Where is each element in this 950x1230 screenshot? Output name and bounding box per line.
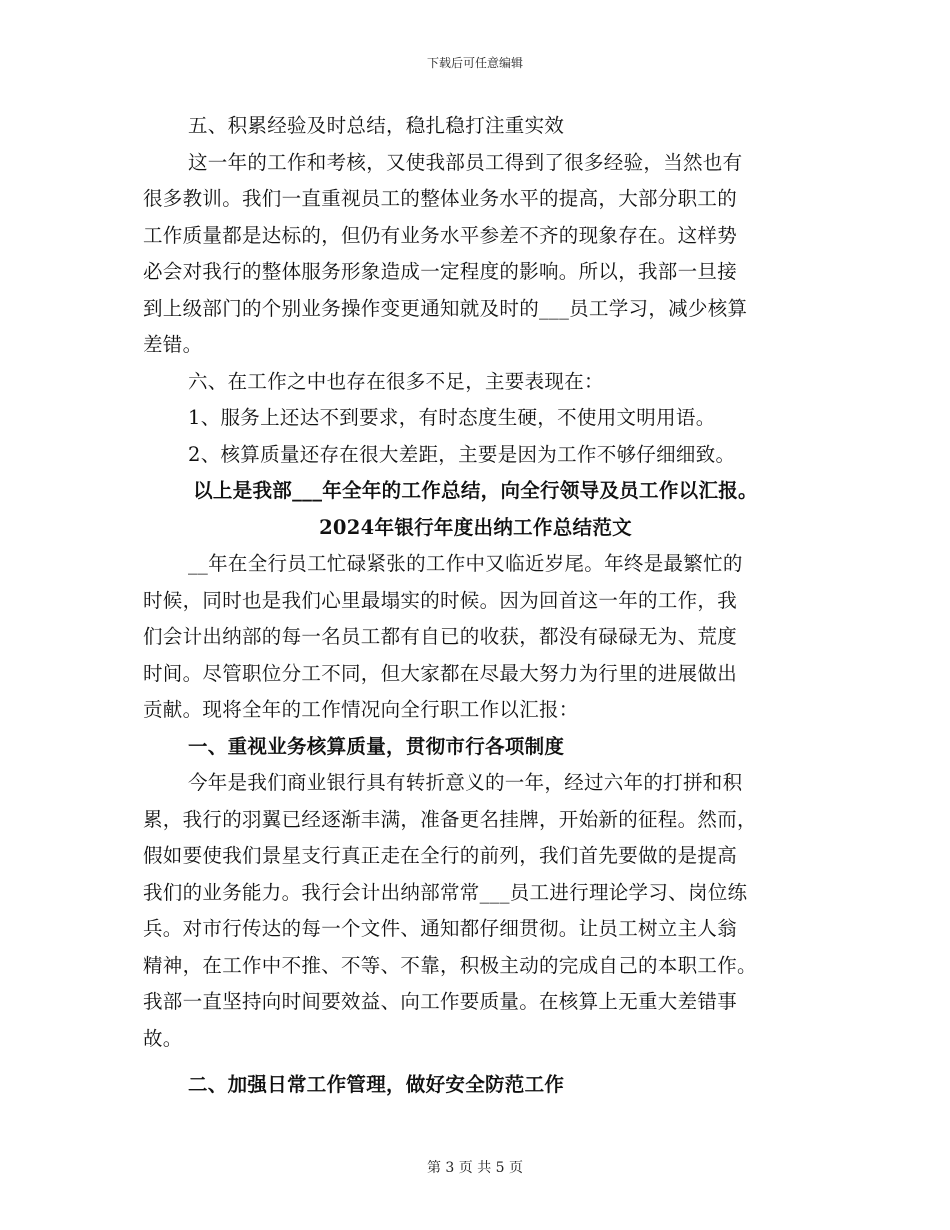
paragraph-line: 我部一直坚持向时间要效益、向工作要质量。在核算上无重大差错事 — [143, 990, 738, 1013]
paragraph-line: 时间。尽管职位分工不同，但大家都在尽最大努力为行里的进展做出 — [143, 661, 738, 685]
paragraph-line: 这一年的工作和考核，又使我部员工得到了很多经验，当然也有 — [188, 150, 743, 174]
paragraph-line: 工作质量都是达标的，但仍有业务水平参差不齐的现象存在。这样势 — [143, 223, 738, 247]
paragraph-line: 时候，同时也是我们心里最塌实的时候。因为回首这一年的工作，我 — [143, 588, 738, 612]
paragraph-line: 故。 — [143, 1026, 183, 1050]
paragraph-line: 假如要使我们景星支行真正走在全行的前列，我们首先要做的是提高 — [143, 844, 738, 867]
paragraph-line: 必会对我行的整体服务形象造成一定程度的影响。所以，我部一旦接 — [143, 260, 738, 283]
closing-statement: 以上是我部___年全年的工作总结，向全行领导及员工作以汇报。 — [193, 479, 758, 502]
section-heading-2: 二、加强日常工作管理，做好安全防范工作 — [188, 1073, 565, 1096]
paragraph-line: 我们的业务能力。我行会计出纳部常常___员工进行理论学习、岗位练 — [143, 880, 748, 904]
paragraph-line: 很多教训。我们一直重视员工的整体业务水平的提高，大部分职工的 — [143, 187, 738, 210]
paragraph-line: 贡献。现将全年的工作情况向全行职工作以汇报： — [143, 698, 579, 721]
paragraph-line: 们会计出纳部的每一名员工都有自已的收获，都没有碌碌无为、荒度 — [143, 625, 738, 648]
list-item: 1、服务上还达不到要求，有时态度生硬，不使用文明用语。 — [188, 406, 716, 429]
paragraph-line: 差错。 — [143, 333, 203, 356]
paragraph-line: 兵。对市行传达的每一个文件、通知都仔细贯彻。让员工树立主人翁 — [143, 917, 738, 940]
paragraph-line: 到上级部门的个别业务操作变更通知就及时的___员工学习，减少核算 — [143, 296, 748, 320]
list-item: 2、核算质量还存在很大差距，主要是因为工作不够仔细细致。 — [188, 442, 736, 466]
paragraph-line: __年在全行员工忙碌紧张的工作中又临近岁尾。年终是最繁忙的 — [188, 552, 743, 575]
section-heading-6: 六、在工作之中也存在很多不足，主要表现在： — [188, 369, 604, 393]
paragraph-line: 累，我行的羽翼已经逐渐丰满，准备更名挂牌，开始新的征程。然而， — [143, 807, 757, 831]
section-heading-5: 五、积累经验及时总结，稳扎稳打注重实效 — [188, 114, 565, 137]
section-heading-1: 一、重视业务核算质量，贯彻市行各项制度 — [188, 734, 565, 758]
page-footer: 第 3 页 共 5 页 — [426, 1160, 524, 1176]
document-title: 2024年银行年度出纳工作总结范文 — [319, 515, 632, 539]
document-body — [143, 108, 808, 1104]
paragraph-line: 今年是我们商业银行具有转折意义的一年，经过六年的打拼和积 — [188, 771, 743, 794]
paragraph-line: 精神，在工作中不推、不等、不靠，积极主动的完成自己的本职工作。 — [143, 953, 757, 977]
page-header: 下载后可任意编辑 — [426, 56, 523, 70]
